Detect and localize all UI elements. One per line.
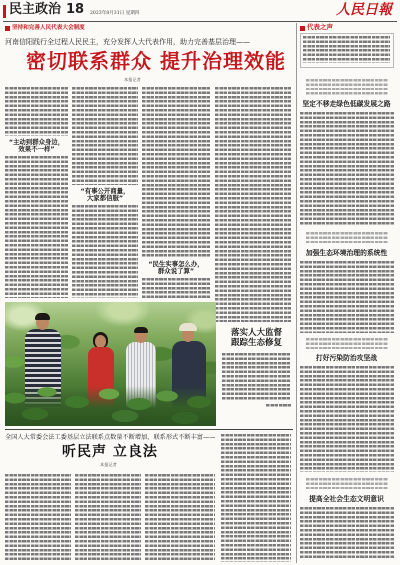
photo-caption-title-line2: 跟踪生态修复 <box>230 338 282 348</box>
photo-caption-title-line1: 落实人大监督 <box>230 328 282 338</box>
body-text <box>5 156 68 298</box>
photo-person-hat <box>179 323 197 331</box>
news-photo <box>5 302 216 426</box>
body-text <box>215 87 291 322</box>
sidebar-section-body <box>300 366 394 472</box>
body-text <box>72 87 138 185</box>
issue-date: 2023年8月31日 星期四 <box>90 11 140 16</box>
second-article-kicker: 全国人大常委会法工委基层立法联系点数量不断增加，联系形式不断丰富—— <box>5 434 216 441</box>
section-name: 民主政治 <box>9 2 62 17</box>
main-article-byline: 本报记者 <box>124 77 141 82</box>
photo-foreground-plants <box>5 386 216 426</box>
second-article-headline: 听民声 立良法 <box>62 444 158 460</box>
sidebar-section-speaker <box>306 478 388 491</box>
sidebar-section-title-1: 坚定不移走绿色低碳发展之路 <box>302 100 391 108</box>
body-text <box>142 87 210 258</box>
photo-credit <box>266 404 291 407</box>
main-article-kicker: 河南信阳践行全过程人民民主，充分发挥人大代表作用，助力完善基层治理—— <box>5 38 250 46</box>
page-number: 18 <box>66 2 85 17</box>
body-text <box>142 278 210 298</box>
photo-person-hair <box>134 327 148 333</box>
body-text <box>221 434 291 562</box>
photo-caption-text <box>222 353 291 401</box>
column-tag: 坚持和完善人民代表大会制度 <box>12 24 85 31</box>
masthead-rule <box>3 21 397 22</box>
sidebar-section-body <box>300 507 394 560</box>
sidebar-section-speaker <box>306 338 388 351</box>
sidebar-section-speaker <box>306 79 388 96</box>
sidebar-section-body <box>300 261 394 333</box>
newspaper-logo: 人民日報 <box>336 2 392 18</box>
main-article-subhead-2: “有事公开商量，大家都信服” <box>80 187 130 203</box>
main-article-headline: 密切联系群众 提升治理效能 <box>26 49 286 73</box>
sidebar-tag: 代表之声 <box>307 23 333 32</box>
sidebar-section-title-3: 打好污染防治攻坚战 <box>315 354 378 362</box>
main-article-subhead-1: “主动到群众身边，效果不一样” <box>8 138 65 154</box>
sidebar-intro-text <box>303 36 390 63</box>
body-text <box>75 474 141 562</box>
photo-person-hair <box>35 313 50 320</box>
column-divider <box>296 23 297 563</box>
red-square-icon <box>300 26 305 31</box>
body-text <box>145 474 215 562</box>
article-separator <box>5 429 293 430</box>
second-article-byline: 本报记者 <box>100 462 117 467</box>
sidebar-section-title-4: 提高全社会生态文明意识 <box>309 495 384 503</box>
body-text <box>5 87 68 136</box>
body-text <box>5 474 71 562</box>
sidebar-section-speaker <box>306 232 388 245</box>
sidebar-section-body <box>300 112 394 226</box>
red-square-icon <box>5 26 10 31</box>
main-article-subhead-3: “民生实事怎么办，群众说了算” <box>148 260 204 276</box>
sidebar-section-title-2: 加强生态环境治理的系统性 <box>305 249 388 257</box>
section-marker-bar <box>3 5 6 18</box>
body-text <box>72 205 138 298</box>
